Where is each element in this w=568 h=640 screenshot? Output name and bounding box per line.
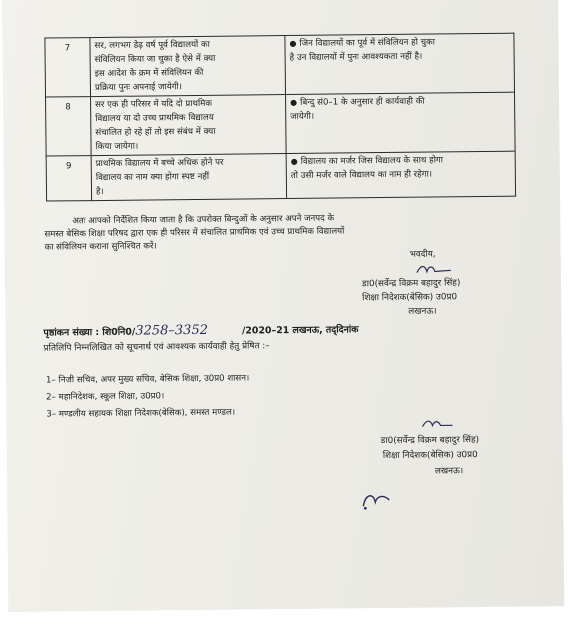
row-answer — [286, 151, 515, 198]
endorsement-number: 3258–3352 — [135, 322, 209, 339]
signature-2-image — [420, 415, 460, 434]
signatory-2-designation: शिक्षा निदेशक(बेसिक) उ0प्र0 — [382, 450, 478, 462]
row-question — [91, 154, 286, 201]
faq-row-8 — [46, 92, 516, 156]
row-question — [90, 36, 286, 97]
bullet-icon: ● — [290, 156, 298, 166]
answer-line: जायेगी। — [290, 111, 315, 122]
paper-sheet — [2, 0, 564, 612]
answer-text: जिन विद्यालयों का पूर्व में संविलियन हो चुका — [299, 37, 436, 49]
handwritten-mark — [359, 486, 395, 516]
question-line: विद्यालय का नाम क्या होगा स्पष्ट नहीं — [95, 171, 210, 184]
answer-line: है उन विद्यालयों में पुनः आवश्यकता नहीं है। — [289, 51, 423, 63]
question-line: संचालित हो रहे हों तो इस संबंध में क्या — [95, 126, 216, 139]
row-number: 8 — [46, 97, 92, 156]
bullet-icon: ● — [289, 38, 297, 48]
signature-2-scribble — [420, 416, 460, 430]
signatory-2-city: लखनऊ। — [434, 466, 464, 477]
endorsement-label: पृष्ठांकन संख्या : शि0नि0/ — [43, 326, 136, 339]
question-line: किया जायेगा। — [95, 141, 139, 153]
endorsement-intro: प्रतिलिपि निम्नलिखित को सूचनार्थ एवं आवश्यक कार्यवाही हेतु प्रेषित :– — [43, 341, 270, 354]
row-number: 9 — [46, 156, 91, 201]
signature-1-scribble — [415, 262, 455, 276]
question-line: सर, लगभग डेढ़ वर्ष पूर्व विद्यालयों का — [94, 39, 210, 52]
recipient-1: 1– निजी सचिव, अपर मुख्य सचिव, बेसिक शिक्षा, उ0प्र0 शासन। — [45, 373, 250, 386]
closing-text: भवदीय, — [409, 249, 436, 260]
signatory-1-designation: शिक्षा निदेशक(बेसिक) उ0प्र0 — [362, 292, 458, 304]
instruction-line-2: समस्त बेसिक शिक्षा परिषद द्वारा एक ही परिसर में संचालित प्राथमिक एवं उच्च प्राथमिक विद्यालयों — [44, 226, 345, 240]
answer-line: तो उसी मर्जर वाले विद्यालय का नाम ही रहेगा। — [290, 169, 433, 181]
question-line: है। — [95, 186, 104, 198]
bullet-icon: ● — [290, 97, 298, 107]
recipient-3: 3– मण्डलीय सहायक शिक्षा निदेशक(बेसिक), समस्त मण्डल। — [46, 407, 236, 420]
question-line: प्रक्रिया पुनः अपनाई जायेगी। — [94, 82, 183, 94]
question-line: सर एक ही परिसर में यदि दो प्राथमिक — [95, 98, 212, 111]
answer-text: विद्यालय का मर्जर जिस विद्यालय के साथ होगा — [300, 155, 444, 167]
question-line: इस आदेश के क्रम में संविलियन की — [94, 67, 204, 80]
faq-table-body — [45, 33, 516, 201]
faq-row-9 — [46, 151, 515, 201]
instruction-paragraph — [44, 211, 524, 255]
row-question — [91, 95, 287, 156]
instruction-line-3: का संविलियन कराना सुनिश्चित करें। — [44, 241, 157, 253]
signatory-1-name: डा0(सर्वेन्द्र विक्रम बहादुर सिंह) — [361, 278, 461, 290]
faq-row-7 — [45, 33, 515, 97]
answer-text: बिन्दु सं0–1 के अनुसार ही कार्यवाही की — [300, 96, 425, 108]
question-line: प्राथमिक विद्यालय में बच्चे अधिक होने पर — [95, 157, 224, 170]
handwritten-mark-glyph — [359, 486, 395, 512]
question-line: संविलियन किया जा चुका है ऐसे में क्या — [94, 53, 216, 66]
endorsement-year-place: /2020–21 लखनऊ, तद्‌दिनांक — [241, 324, 359, 337]
row-answer — [286, 92, 516, 153]
signatory-1-city: लखनऊ। — [408, 306, 437, 317]
row-answer — [285, 33, 515, 94]
recipient-2: 2– महानिदेशक, स्कूल शिक्षा, उ0प्र0। — [46, 391, 165, 403]
faq-table — [44, 33, 516, 202]
row-number: 7 — [45, 38, 91, 97]
endorsement-line — [43, 322, 358, 339]
instruction-line-1: अतः आपको निर्देशित किया जाता है कि उपरोक्त बिन्दुओं के अनुसार अपने जनपद के — [72, 213, 335, 227]
question-line: विद्यालय या दो उच्च प्राथमिक विद्यालय — [95, 112, 214, 125]
signatory-2-name: डा0(सर्वेन्द्र विक्रम बहादुर सिंह) — [380, 435, 480, 447]
